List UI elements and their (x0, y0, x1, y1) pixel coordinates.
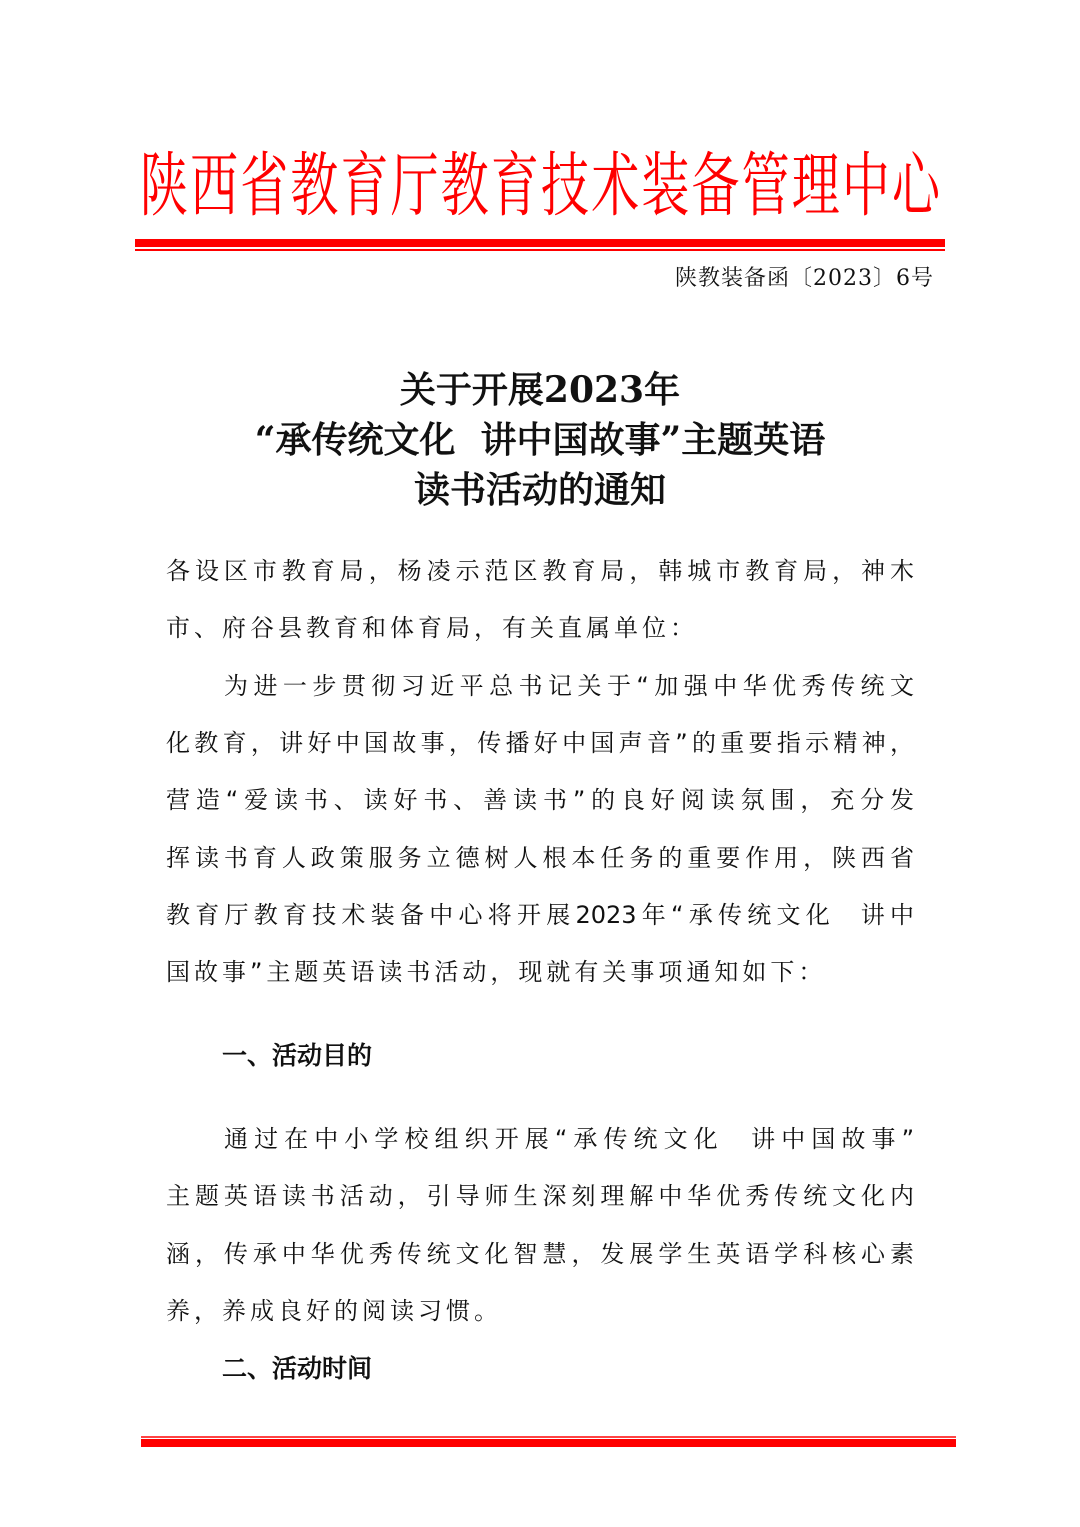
footer-red-rule (141, 1439, 956, 1447)
paragraph-line: 涵，传承中华优秀传统文化智慧，发展学生英语学科核心素 (166, 1240, 914, 1268)
footer-red-rule-thin (141, 1436, 956, 1438)
section-heading-purpose: 一、活动目的 (222, 1041, 373, 1070)
document-title-line-3: 读书活动的通知 (413, 469, 666, 511)
paragraph-line: 主题英语读书活动，引导师生深刻理解中华优秀传统文化内 (166, 1182, 914, 1210)
salutation-line: 市、府谷县教育和体育局，有关直属单位： (166, 614, 698, 642)
document-title-line-2: “承传统文化 讲中国故事”主题英语 (254, 419, 826, 461)
paragraph-line: 通过在中小学校组织开展“承传统文化 讲中国故事” (224, 1125, 914, 1153)
salutation-line: 各设区市教育局，杨凌示范区教育局，韩城市教育局，神木 (166, 557, 914, 585)
paragraph-line: 挥读书育人政策服务立德树人根本任务的重要作用，陕西省 (166, 844, 914, 872)
section-heading-time: 二、活动时间 (222, 1354, 373, 1383)
paragraph-line: 教育厅教育技术装备中心将开展2023年“承传统文化 讲中 (166, 901, 914, 929)
document-number: 陕教装备函〔2023〕6号 (675, 266, 934, 291)
paragraph-line: 养，养成良好的阅读习惯。 (166, 1297, 502, 1325)
header-red-rule-thin (135, 249, 945, 251)
paragraph-line: 化教育，讲好中国故事，传播好中国声音”的重要指示精神， (166, 729, 914, 757)
paragraph-line: 营造“爱读书、读好书、善读书”的良好阅读氛围，充分发 (166, 786, 914, 814)
paragraph-line: 国故事”主题英语读书活动，现就有关事项通知如下： (166, 958, 827, 986)
paragraph-line: 为进一步贯彻习近平总书记关于“加强中华优秀传统文 (224, 672, 914, 700)
header-red-rule (135, 239, 945, 247)
issuing-organization-header: 陕西省教育厅教育技术装备管理中心 (140, 145, 940, 227)
document-title-line-1: 关于开展2023年 (399, 369, 681, 411)
